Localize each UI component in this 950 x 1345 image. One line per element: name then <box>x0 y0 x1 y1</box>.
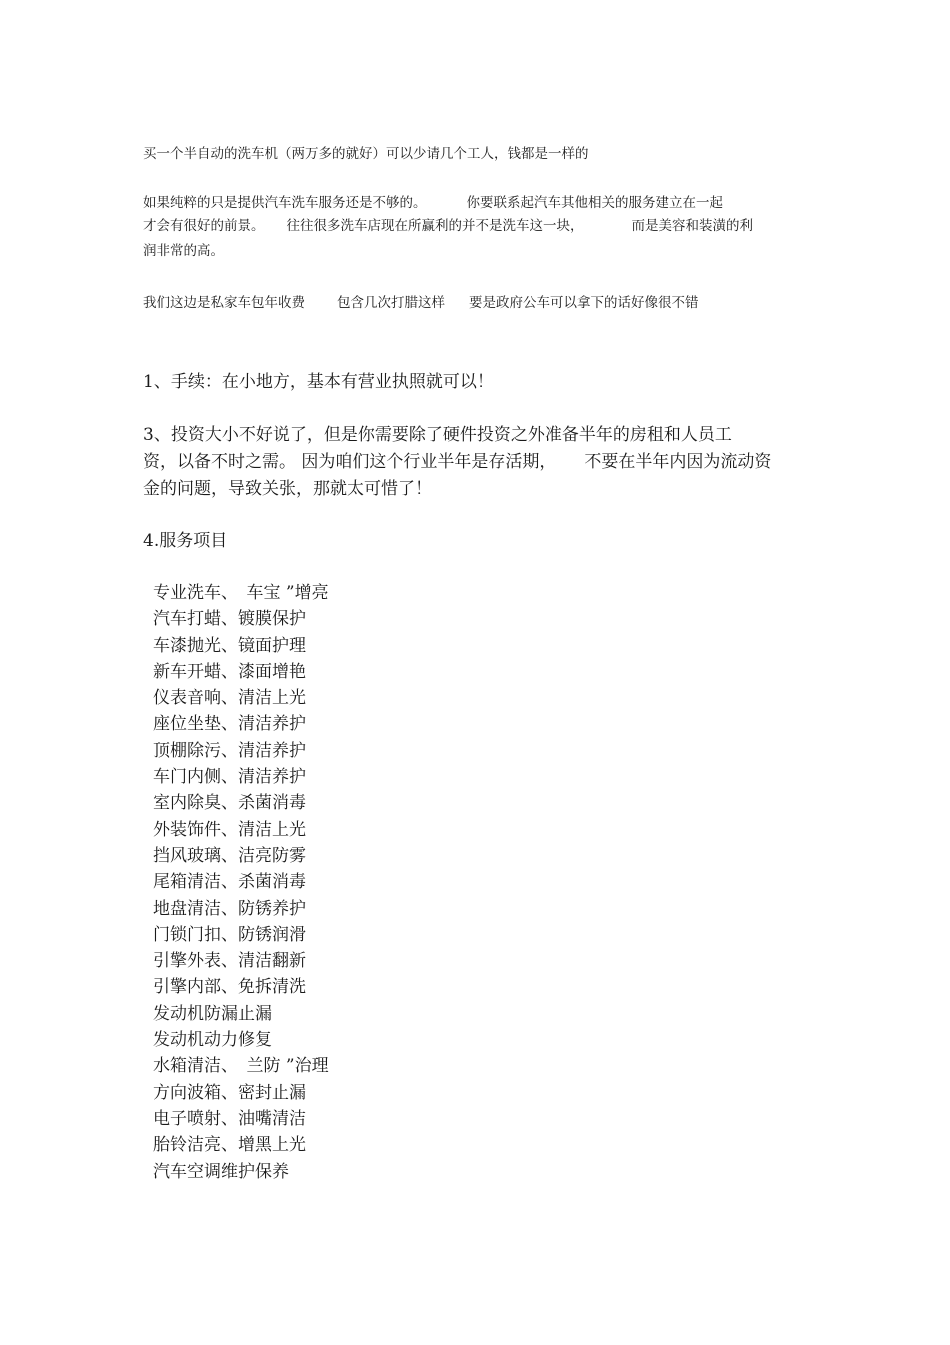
list-item: 引擎外表、清洁翻新 <box>153 951 306 972</box>
paragraph-text: 如果纯粹的只是提供汽车洗车服务还是不够的。 <box>143 195 427 211</box>
list-item: 顶棚除污、清洁养护 <box>153 740 306 761</box>
list-item: 引擎内部、免拆清洗 <box>153 977 306 998</box>
list-item: 胎铃洁亮、增黑上光 <box>153 1135 306 1156</box>
paragraph-services-line-2 <box>143 215 753 237</box>
paragraph-services-line-3 <box>143 240 224 262</box>
list-item: 发动机防漏止漏 <box>153 1003 272 1024</box>
section-procedures <box>143 369 494 396</box>
paragraph-text: 要是政府公车可以拿下的话好像很不错 <box>469 295 699 311</box>
list-item: 新车开蜡、漆面增艳 <box>153 661 306 682</box>
list-item: 汽车打蜡、镀膜保护 <box>153 609 306 630</box>
list-item: 专业洗车、 车宝 ”增亮 <box>153 583 329 603</box>
paragraph-text: 你要联系起汽车其他相关的服务建立在一起 <box>466 195 723 211</box>
paragraph-washer-text: 买一个半自动的洗车机（两万多的就好）可以少请几个工人，钱都是一样的 <box>143 146 589 162</box>
section-text: 金的问题，导致关张，那就太可惜了！ <box>143 479 432 499</box>
list-item: 电子喷射、油嘴清洁 <box>153 1108 306 1129</box>
section-investment-line-1 <box>143 422 732 449</box>
list-item: 座位坐垫、清洁养护 <box>153 714 306 735</box>
section-text: 1、手续：在小地方，基本有营业执照就可以！ <box>143 372 494 392</box>
paragraph-text: 才会有很好的前景。 <box>143 218 265 234</box>
paragraph-pricing <box>143 292 699 314</box>
paragraph-washer <box>143 143 589 165</box>
list-item: 挡风玻璃、洁亮防雾 <box>153 845 306 866</box>
list-item: 汽车空调维护保养 <box>153 1161 289 1182</box>
section-text: 3、投资大小不好说了，但是你需要除了硬件投资之外准备半年的房租和人员工 <box>143 425 732 445</box>
service-list <box>153 580 329 1185</box>
paragraph-text: 而是美容和装潢的利 <box>631 218 753 234</box>
section-text: 资，以备不时之需。 因为咱们这个行业半年是存活期， <box>143 452 557 472</box>
paragraph-text: 润非常的高。 <box>143 243 224 259</box>
list-item: 外装饰件、清洁上光 <box>153 819 306 840</box>
paragraph-text: 包含几次打腊这样 <box>337 295 445 311</box>
list-item: 方向波箱、密封止漏 <box>153 1082 306 1103</box>
list-item: 车漆抛光、镜面护理 <box>153 635 306 656</box>
paragraph-services-line-1 <box>143 192 723 214</box>
list-item: 仪表音响、清洁上光 <box>153 688 306 709</box>
list-item: 水箱清洁、 兰防 ”治理 <box>153 1056 329 1077</box>
section-investment-line-3 <box>143 476 432 503</box>
section-text: 不要在半年内因为流动资 <box>584 452 772 472</box>
list-item: 车门内侧、清洁养护 <box>153 767 306 788</box>
paragraph-text: 我们这边是私家车包年收费 <box>143 295 305 311</box>
section-investment-line-2 <box>143 449 771 476</box>
list-item: 发动机动力修复 <box>153 1030 272 1051</box>
paragraph-text: 往往很多洗车店现在所赢利的并不是洗车这一块， <box>286 218 584 234</box>
section-services-title <box>143 528 227 555</box>
list-item: 室内除臭、杀菌消毒 <box>153 793 306 814</box>
section-title-text: 4.服务项目 <box>143 531 228 551</box>
list-item: 门锁门扣、防锈润滑 <box>153 924 306 945</box>
list-item: 尾箱清洁、杀菌消毒 <box>153 872 306 893</box>
list-item: 地盘清洁、防锈养护 <box>153 898 306 919</box>
